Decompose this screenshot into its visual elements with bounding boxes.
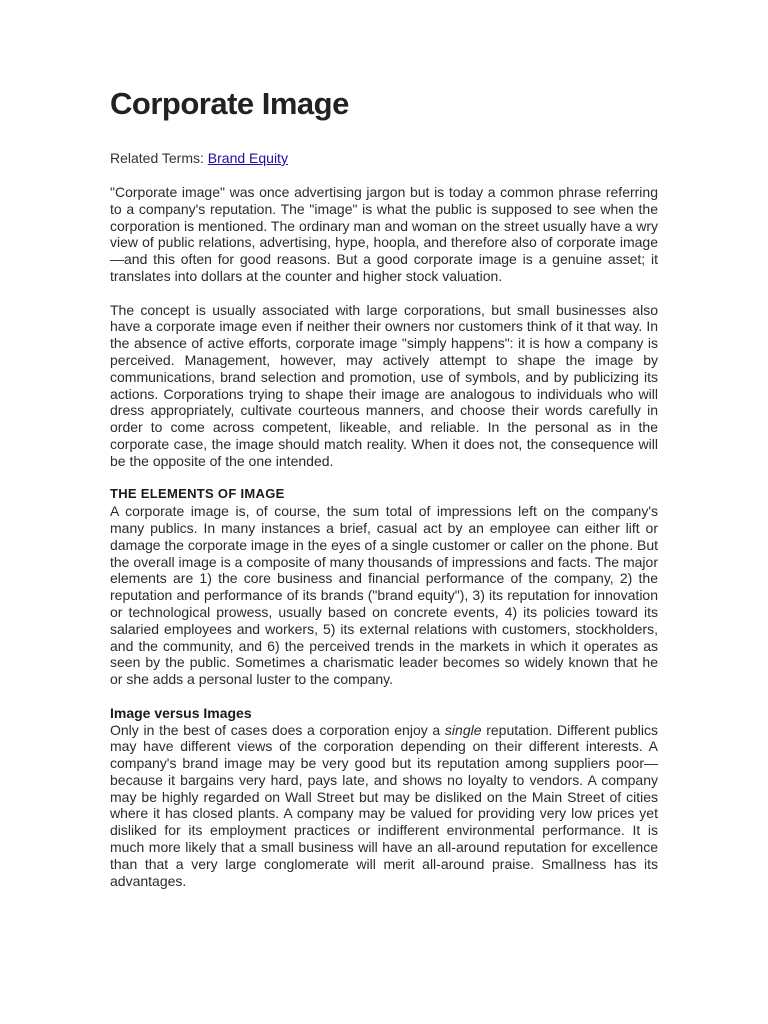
paragraph-elements: A corporate image is, of course, the sum total of impressions left on the company's many publics. In many instances a brief, casual act by an employee can either lift or damage the corporate image in the eyes of a single customer or caller on the phone. But the overall image is a composite of many thousands of impressions and facts. The major elements are 1) the core business and financial performance of the company, 2) the reputation and performance of its brands ("brand equity"), 3) its reputation for innovation or technological prowess, usually based on concrete events, 4) its policies toward its salaried employees and workers, 5) its external relations with customers, stockholders, and the community, and 6) the perceived trends in the markets in which it operates as seen by the public. Sometimes a charismatic leader becomes so widely known that he or she adds a personal luster to the company.	[110, 503, 658, 688]
paragraph-images-part2: reputation. Different publics may have different views of the corporation depending on their different interests. A company's brand image may be very good but its reputation among suppliers poor—because it bargains very hard, pays late, and shows no loyalty to vendors. A company may be highly regarded on Wall Street but may be disliked on the Main Street of cities where it has closed plants. A company may be valued for providing very low prices yet disliked for its employment practices or indifferent environmental performance. It is much more likely that a small business will have an all-around reputation for excellence than that a very large conglomerate will merit all-around praise. Smallness has its advantages.	[110, 721, 658, 889]
section-elements	[110, 486, 658, 688]
related-terms	[110, 150, 658, 167]
paragraph-images	[110, 722, 658, 890]
page-title: Corporate Image	[110, 86, 349, 121]
paragraph-images-part1: Only in the best of cases does a corporation enjoy a	[110, 721, 445, 738]
section-images	[110, 705, 658, 890]
paragraph-images-emphasis: single	[444, 721, 482, 738]
document-page	[110, 84, 658, 906]
brand-equity-link[interactable]: Brand Equity	[207, 150, 288, 166]
paragraph-intro: "Corporate image" was once advertising jargon but is today a common phrase referring to a company's reputation. The "image" is what the public is supposed to see when the corporation is mentioned. The ordinary man and woman on the street usually have a wry view of public relations, advertising, hype, hoopla, and therefore also of corporate image—and this often for good reasons. But a good corporate image is a genuine asset; it translates into dollars at the counter and higher stock valuation.	[110, 184, 658, 284]
section-heading-images: Image versus Images	[110, 704, 252, 721]
related-terms-label: Related Terms:	[110, 150, 208, 166]
section-heading-elements: THE ELEMENTS OF IMAGE	[110, 486, 285, 502]
paragraph-concept: The concept is usually associated with large corporations, but small businesses also have a corporate image even if neither their owners nor customers think of it that way. In the absence of active efforts, corporate image "simply happens": it is how a company is perceived. Management, however, may actively attempt to shape the image by communications, brand selection and promotion, use of symbols, and by publicizing its actions. Corporations trying to shape their image are analogous to individuals who will dress appropriately, cultivate courteous manners, and choose their words carefully in order to come across competent, likeable, and reliable. In the personal as in the corporate case, the image should match reality. When it does not, the consequence will be the opposite of the one intended.	[110, 301, 658, 469]
